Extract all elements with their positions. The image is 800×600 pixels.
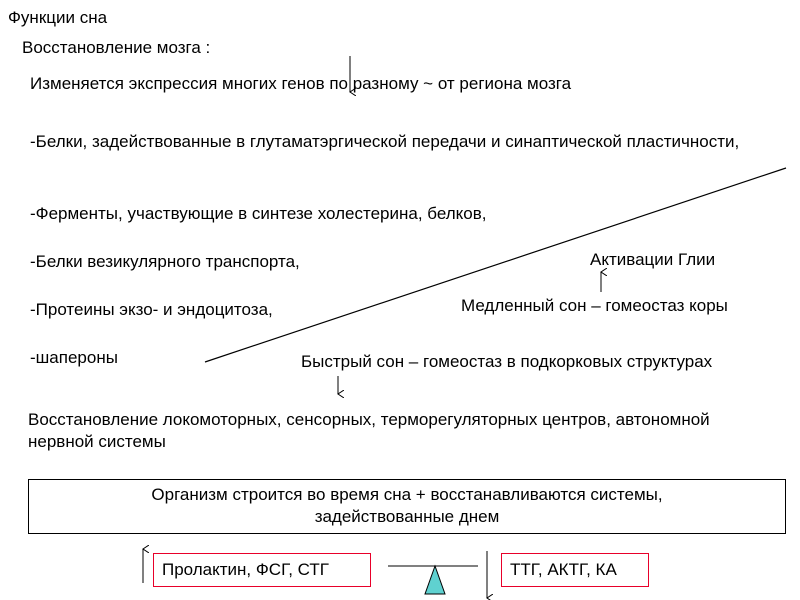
- hormones-down-box: [501, 553, 649, 587]
- hormones-up-box: [153, 553, 371, 587]
- summary-box: [28, 479, 786, 534]
- summary-text: Организм строится во время сна + восстанавливаются системы, задействованные днем: [151, 485, 663, 526]
- list-item-proteins: -Белки, задействованные в глутаматэргической передачи и синаптической пластичности,: [30, 132, 740, 151]
- list-item-chaperones: -шапероны: [30, 348, 118, 367]
- section-subtitle: Восстановление мозга :: [22, 38, 211, 57]
- glia-activation-label: Активации Глии: [590, 250, 716, 269]
- list-item-vesicular: -Белки везикулярного транспорта,: [30, 252, 300, 271]
- slow-sleep-label: Медленный сон – гомеостаз коры: [461, 296, 728, 315]
- restoration-text: Восстановление локомоторных, сенсорных, терморегуляторных центров, автономной нервной системы: [28, 410, 710, 451]
- gene-expression-text: Изменяется экспрессия многих генов по разному ~ от региона мозга: [30, 74, 572, 93]
- page-title: Функции сна: [8, 8, 108, 27]
- list-item-exo-endo: -Протеины экзо- и эндоцитоза,: [30, 300, 273, 319]
- scale-triangle: [425, 566, 445, 594]
- hormones-up-text: Пролактин, ФСГ, СТГ: [162, 560, 329, 579]
- list-item-enzymes: -Ферменты, участвующие в синтезе холестерина, белков,: [30, 204, 487, 223]
- fast-sleep-label: Быстрый сон – гомеостаз в подкорковых структурах: [301, 352, 713, 371]
- hormones-down-text: ТТГ, АКТГ, КА: [510, 560, 617, 579]
